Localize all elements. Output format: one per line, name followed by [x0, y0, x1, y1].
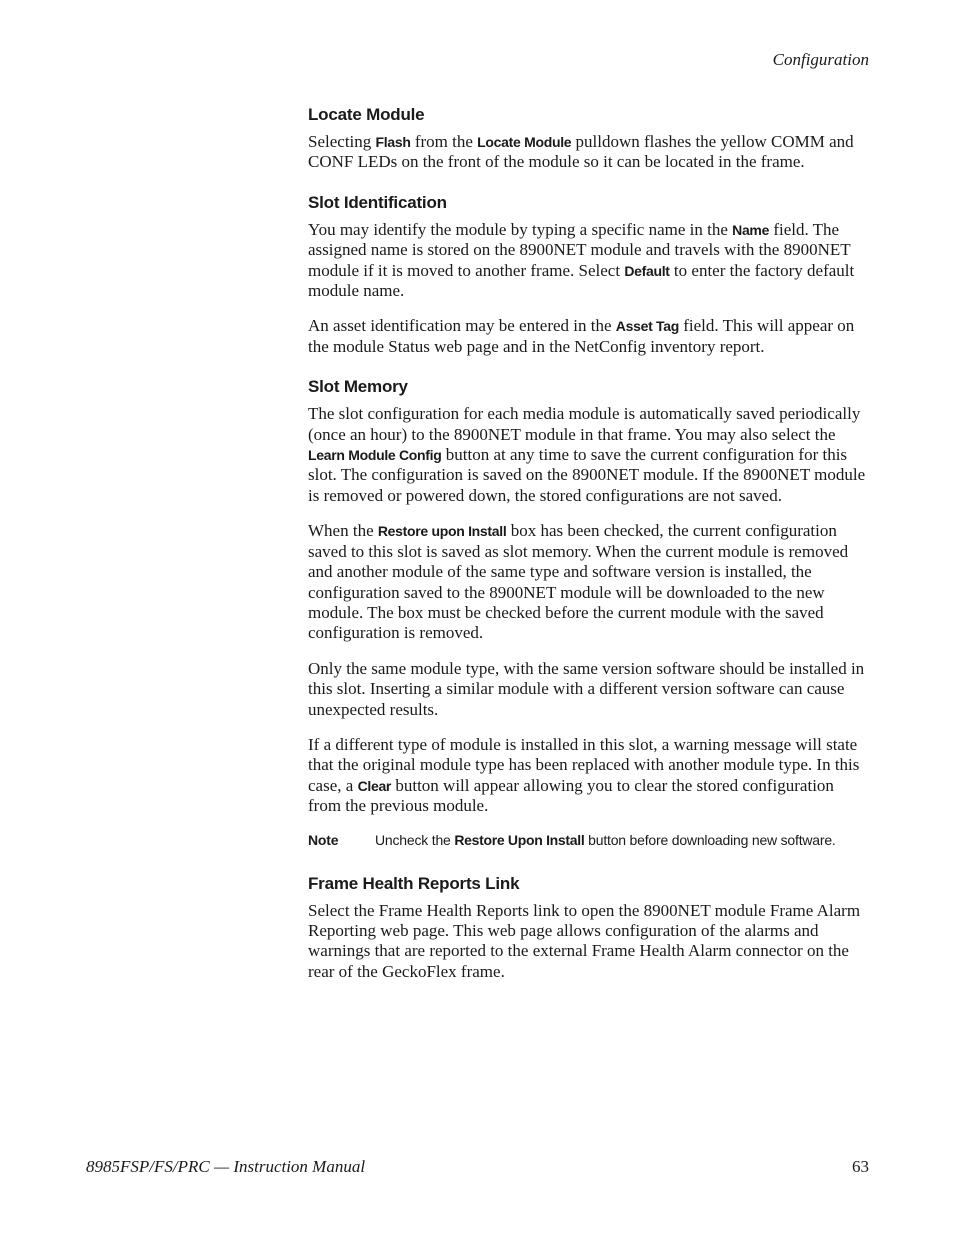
note-text: Uncheck the Restore Upon Install button before downloading new software.	[375, 831, 836, 848]
ui-term-default: Default	[624, 262, 670, 279]
heading-locate-module: Locate Module	[308, 105, 425, 124]
page-content	[308, 105, 870, 997]
ui-term-learn-module-config: Learn Module Config	[308, 447, 442, 464]
ui-term-clear: Clear	[357, 777, 392, 794]
note-label: Note	[308, 831, 339, 848]
slot-memory-paragraph-1: The slot configuration for each media module is automatically saved periodically (once an hour) to the 8900NET module in that frame. You may also select the Learn Module Config button at any time to save the current configuration for this slot. The configuration is saved on the 8900NET module. If the 8900NET module is removed or powered down, the stored configurations are not saved.	[308, 404, 866, 505]
locate-module-paragraph: Selecting Flash from the Locate Module pulldown flashes the yellow COMM and CONF LEDs on the front of the module so it can be located in the frame.	[308, 132, 854, 172]
note	[308, 832, 870, 848]
slot-identification-paragraph-2: An asset identification may be entered in the Asset Tag field. This will appear on the module Status web page and in the NetConfig inventory report.	[308, 316, 855, 356]
ui-term-restore-upon-install: Restore upon Install	[377, 523, 507, 540]
slot-memory-paragraph-2: When the Restore upon Install box has been checked, the current configuration saved to this slot is saved as slot memory. When the current module is removed and another module of the same type and software version is installed, the configuration saved to the 8900NET module will be downloaded to the new module. The box must be checked before the current module with the saved configuration is removed.	[308, 521, 849, 643]
frame-health-paragraph: Select the Frame Health Reports link to open the 8900NET module Frame Alarm Reporting web page. This web page allows configuration of the alarms and warnings that are reported to the external Frame Health Alarm connector on the rear of the GeckoFlex frame.	[308, 900, 861, 981]
heading-slot-identification: Slot Identification	[308, 192, 447, 212]
slot-memory-paragraph-3: Only the same module type, with the same version software should be installed in this slot. Inserting a similar module with a different version software can cause unexpected results.	[308, 658, 865, 719]
footer-page-number: 63	[852, 1157, 869, 1176]
ui-term-name: Name	[732, 221, 770, 238]
heading-frame-health-reports-link: Frame Health Reports Link	[308, 873, 520, 893]
slot-identification-paragraph-1: You may identify the module by typing a specific name in the Name field. The assigned name is stored on the 8900NET module and travels with the 8900NET module if it is moved to another frame. Select Default to enter the factory default module name.	[308, 219, 855, 301]
ui-term-asset-tag: Asset Tag	[615, 318, 679, 335]
slot-memory-paragraph-4: If a different type of module is installed in this slot, a warning message will state that the original module type has been replaced with another module type. In this case, a Clear button will appear allowing you to clear the stored configuration from the previous module.	[308, 734, 860, 816]
heading-slot-memory: Slot Memory	[308, 377, 408, 397]
ui-term-restore-upon-install-note: Restore Upon Install	[454, 831, 585, 848]
footer-manual-title: 8985FSP/FS/PRC — Instruction Manual	[86, 1157, 366, 1176]
running-header: Configuration	[772, 50, 869, 69]
ui-term-flash: Flash	[375, 134, 411, 150]
ui-term-locate-module: Locate Module	[477, 134, 572, 150]
